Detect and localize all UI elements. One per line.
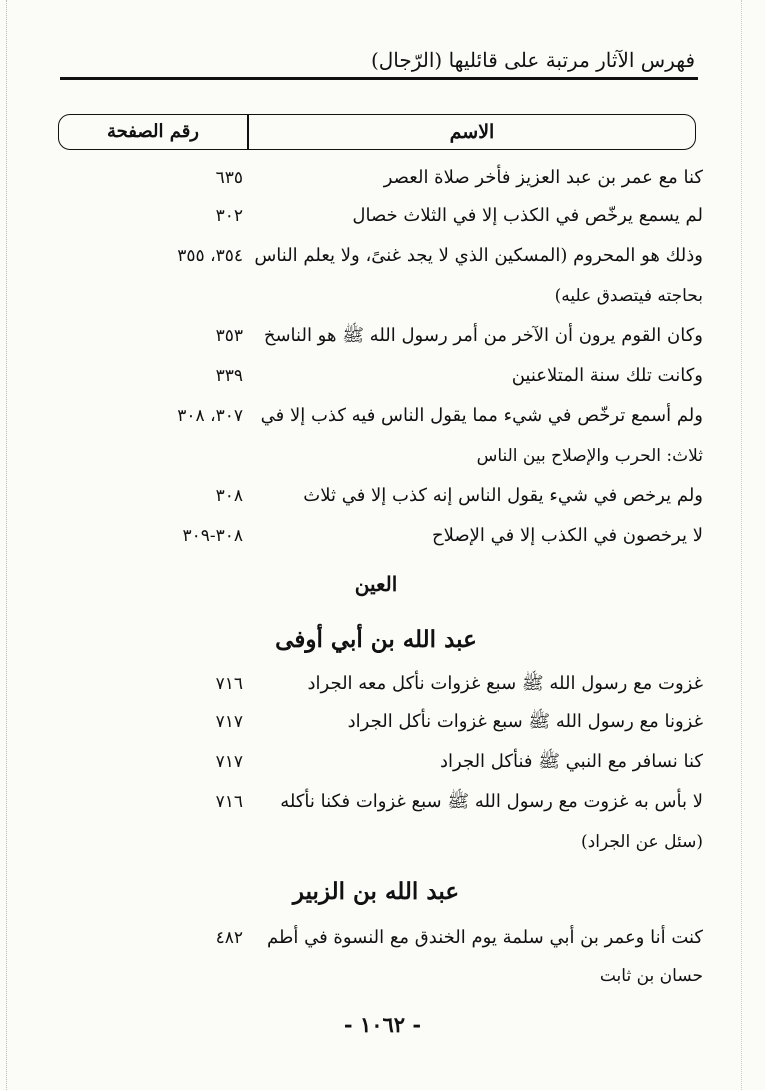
- entry-text-continuation: حسان بن ثابت: [599, 966, 703, 986]
- entry-text: كنا مع عمر بن عبد العزيز فأخر صلاة العصر: [383, 167, 703, 188]
- entry-page: ٣٥٤، ٣٥٥: [177, 246, 243, 266]
- running-header: فهرس الآثار مرتبة على قائليها (الرّجال): [370, 48, 695, 72]
- entry-text: ولم يرخص في شيء يقول الناس إنه كذب إلا في ثلاث: [303, 485, 703, 506]
- entry-text: لا يرخصون في الكذب إلا في الإصلاح: [431, 525, 703, 546]
- entry-page: ٣٠٨-٣٠٩: [182, 526, 243, 546]
- entry-text: كنت أنا وعمر بن أبي سلمة يوم الخندق مع النسوة في أطم: [267, 927, 703, 948]
- entry-page: ٧١٧: [215, 712, 243, 732]
- entry-page: ٣٠٧، ٣٠٨: [177, 406, 243, 426]
- person-heading: عبد الله بن الزبير: [292, 878, 460, 905]
- entry-text: لم يسمع يرخّص في الكذب إلا في الثلاث خصال: [352, 205, 703, 226]
- entry-page: ٣٣٩: [215, 366, 243, 386]
- entry-text-continuation: ثلاث: الحرب والإصلاح بين الناس: [476, 446, 703, 466]
- entry-page: ٧١٧: [215, 752, 243, 772]
- entry-text: غزوت مع رسول الله ﷺ سبع غزوات نأكل معه الجراد: [307, 673, 703, 694]
- entry-page: ٤٨٢: [215, 928, 243, 948]
- entry-text-continuation: بحاجته فيتصدق عليه): [554, 286, 703, 306]
- entry-text: كنا نسافر مع النبي ﷺ فنأكل الجراد: [440, 751, 703, 772]
- entry-text: وكان القوم يرون أن الآخر من أمر رسول الله ﷺ هو الناسخ: [263, 325, 703, 346]
- entry-page: ٣٠٨: [215, 486, 243, 506]
- entry-text: وكانت تلك سنة المتلاعنين: [511, 365, 703, 386]
- entry-page: ٣٥٣: [215, 326, 243, 346]
- column-header-page: رقم الصفحة: [106, 121, 199, 142]
- page-number: - ١٠٦٢ -: [343, 1012, 422, 1037]
- entry-page: ٣٠٢: [215, 206, 243, 226]
- person-heading: عبد الله بن أبي أوفى: [275, 626, 477, 653]
- entry-text: لا بأس به غزوت مع رسول الله ﷺ سبع غزوات فكنا نأكله: [280, 791, 703, 812]
- entry-page: ٧١٦: [215, 674, 243, 694]
- column-header-name: الاسم: [449, 121, 495, 143]
- entry-page: ٧١٦: [215, 792, 243, 812]
- entry-text: وذلك هو المحروم (المسكين الذي لا يجد غنىً، ولا يعلم الناس: [254, 245, 703, 266]
- entry-text: غزونا مع رسول الله ﷺ سبع غزوات نأكل الجراد: [347, 711, 703, 732]
- entry-page: ٦٣٥: [215, 168, 243, 188]
- section-heading: العين: [354, 572, 398, 596]
- entry-text: ولم أسمع ترخّص في شيء مما يقول الناس فيه كذب إلا في: [260, 405, 703, 426]
- entry-text-continuation: (سئل عن الجراد): [581, 832, 703, 852]
